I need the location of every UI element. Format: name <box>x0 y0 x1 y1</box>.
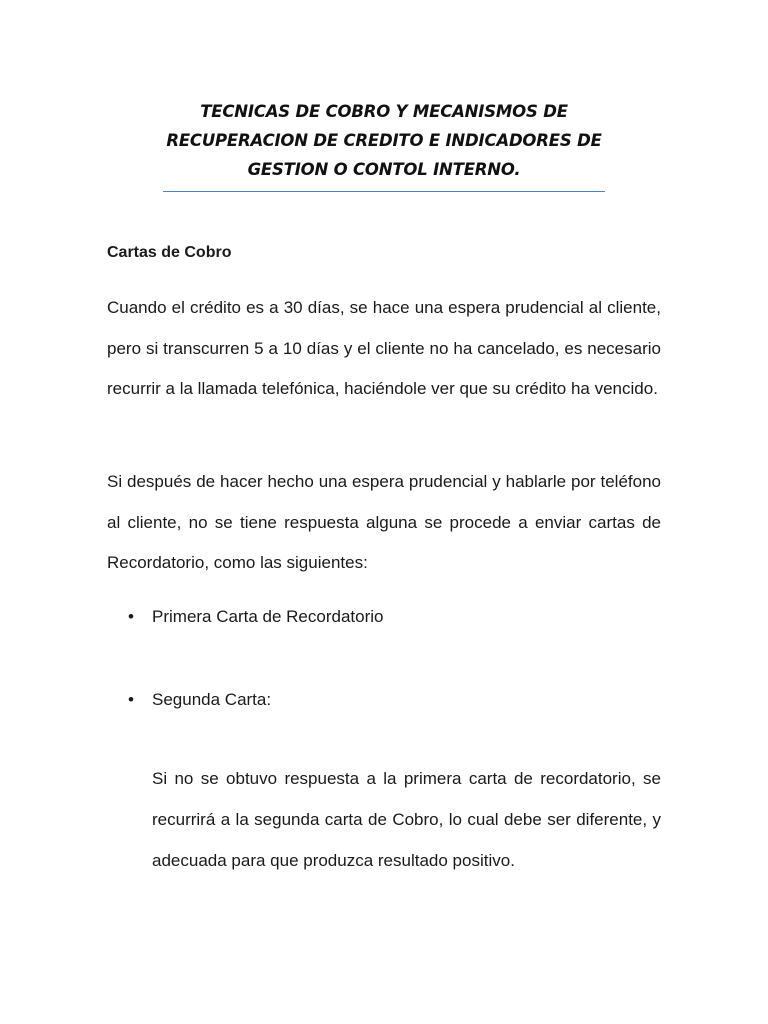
title-line-3: GESTION O CONTOL INTERNO. <box>247 160 521 179</box>
section-heading: Cartas de Cobro <box>107 244 232 261</box>
list-item-text: Segunda Carta: <box>152 690 272 709</box>
bullet-icon: • <box>128 607 134 626</box>
paragraph-1: Cuando el crédito es a 30 días, se hace una espera prudencial al cliente, pero si transcurren 5 a 10 días y el cliente no ha cancelado, es necesario recurrir a la llamada telefónica, haciéndole ver que su crédito ha vencido. <box>107 298 661 398</box>
title-underline <box>163 191 605 192</box>
document-title <box>163 97 605 184</box>
list-item-text: Primera Carta de Recordatorio <box>152 607 384 626</box>
title-line-1: TECNICAS DE COBRO Y MECANISMOS DE <box>200 102 568 121</box>
bullet-icon: • <box>128 690 134 709</box>
title-line-2: RECUPERACION DE CREDITO E INDICADORES DE <box>166 131 602 150</box>
paragraph-3: Si no se obtuvo respuesta a la primera carta de recordatorio, se recurrirá a la segunda carta de Cobro, lo cual debe ser diferente, y adecuada para que produzca resultado positivo. <box>152 769 661 870</box>
paragraph-2: Si después de hacer hecho una espera prudencial y hablarle por teléfono al cliente, no se tiene respuesta alguna se procede a enviar cartas de Recordatorio, como las siguientes: <box>107 472 661 572</box>
